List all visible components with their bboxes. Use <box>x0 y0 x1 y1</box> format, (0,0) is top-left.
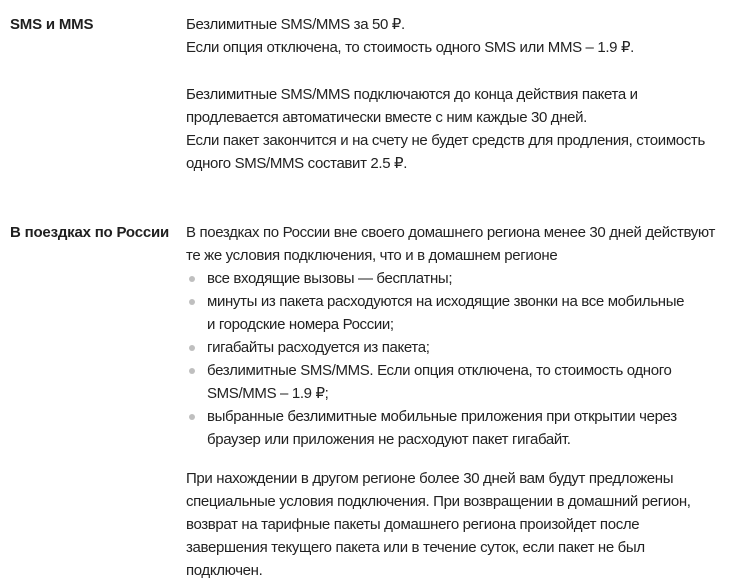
text-line: В поездках по России вне своего домашнего региона менее 30 дней действуют <box>186 224 716 241</box>
bullet-icon <box>189 345 195 351</box>
travel-conditions-list <box>186 267 741 451</box>
text-line: специальные условия подключения. При возвращении в домашний регион, <box>186 493 691 510</box>
paragraph-travel-intro <box>186 221 741 267</box>
section-content-travel-russia <box>186 221 741 582</box>
text-line: минуты из пакета расходуются на исходящие звонки на все мобильные <box>207 293 685 310</box>
text-line: При нахождении в другом регионе более 30 дней вам будут предложены <box>186 470 674 487</box>
paragraph-sms-renewal <box>186 83 741 175</box>
list-item-unlimited-sms <box>186 359 741 405</box>
text-line: завершения текущего пакета или в течение суток, если пакет не был <box>186 539 645 556</box>
text-line: подключен. <box>186 562 263 579</box>
section-sms-mms <box>10 13 741 175</box>
text-line: продлевается автоматически вместе с ним каждые 30 дней. <box>186 109 587 126</box>
paragraph-other-region <box>186 467 741 582</box>
text-line: одного SMS/MMS составит 2.5 ₽. <box>186 155 408 172</box>
text-line: выбранные безлимитные мобильные приложения при открытии через <box>207 408 677 425</box>
list-item-incoming-calls <box>186 267 741 290</box>
text-line: все входящие вызовы — бесплатны; <box>207 270 453 287</box>
section-label-travel-russia: В поездках по России <box>10 224 170 241</box>
list-item-unlimited-apps <box>186 405 741 451</box>
text-line: те же условия подключения, что и в домашнем регионе <box>186 247 558 264</box>
paragraph-sms-price <box>186 13 741 59</box>
text-line: SMS/MMS – 1.9 ₽; <box>207 385 329 402</box>
section-content-sms-mms <box>186 13 741 175</box>
bullet-icon <box>189 299 195 305</box>
text-line: и городские номера России; <box>207 316 394 333</box>
list-item-package-minutes <box>186 290 741 336</box>
text-line: Если опция отключена, то стоимость одного SMS или MMS – 1.9 ₽. <box>186 39 635 56</box>
text-line: безлимитные SMS/MMS. Если опция отключена, то стоимость одного <box>207 362 672 379</box>
section-label-sms-mms: SMS и MMS <box>10 16 94 33</box>
bullet-icon <box>189 414 195 420</box>
list-item-gigabytes <box>186 336 741 359</box>
bullet-icon <box>189 368 195 374</box>
text-line: Если пакет закончится и на счету не будет средств для продления, стоимость <box>186 132 705 149</box>
text-line: гигабайты расходуется из пакета; <box>207 339 430 356</box>
text-line: браузер или приложения не расходуют пакет гигабайт. <box>207 431 571 448</box>
text-line: возврат на тарифные пакеты домашнего региона произойдет после <box>186 516 640 533</box>
bullet-icon <box>189 276 195 282</box>
text-line: Безлимитные SMS/MMS подключаются до конца действия пакета и <box>186 86 638 103</box>
section-travel-russia <box>10 221 741 582</box>
text-line: Безлимитные SMS/MMS за 50 ₽. <box>186 16 405 33</box>
